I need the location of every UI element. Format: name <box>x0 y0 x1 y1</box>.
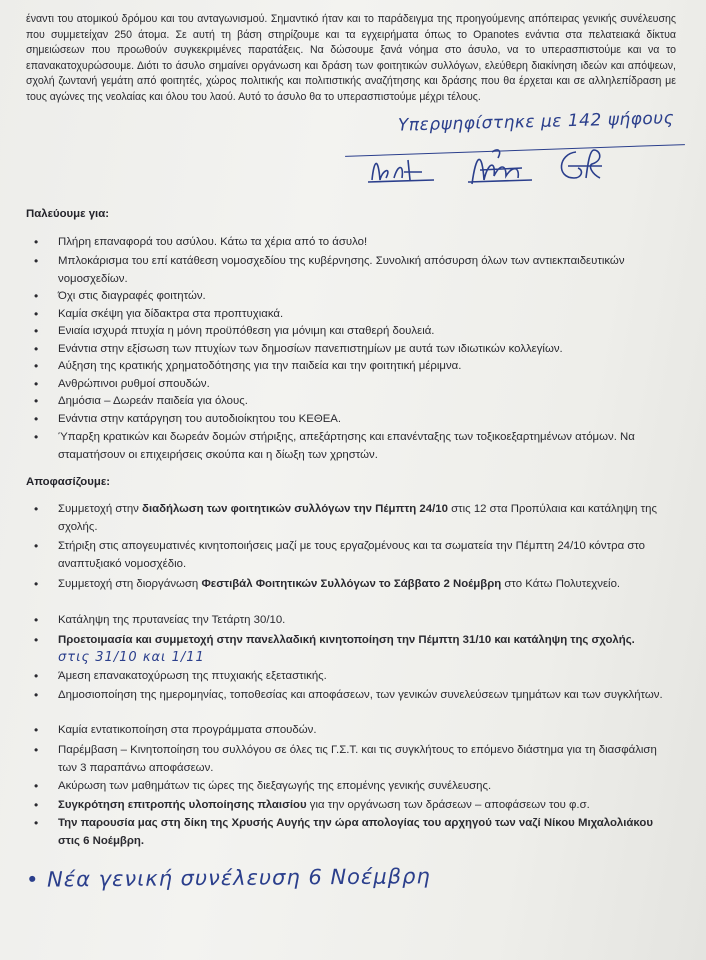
item-text: στο Κάτω Πολυτεχνείο. <box>501 578 621 590</box>
list-item <box>58 796 668 814</box>
list-item <box>58 500 668 536</box>
list-item: • Ενάντια στην εξίσωση των πτυχίων των δημοσίων πανεπιστημίων με αυτά των ιδιωτικών κολλεγίων. <box>58 340 668 358</box>
handwritten-vote-note: Υπερψηφίστηκε με 142 ψήφους <box>397 108 675 136</box>
list-item: • Καμία εντατικοποίηση στα προγράμματα σπουδών. <box>58 721 668 739</box>
signature-3 <box>548 142 628 186</box>
list-item: • Ανθρώπινοι ρυθμοί σπουδών. <box>58 375 668 393</box>
item-text: Συμμετοχή στην <box>58 503 143 515</box>
list-item: • Κατάληψη της πρυτανείας την Τετάρτη 30/10. <box>58 611 668 629</box>
item-bold-text: Συγκρότηση επιτροπής υλοποίησης πλαισίου <box>58 799 307 811</box>
item-bold-text: Την παρουσία μας στη δίκη της Χρυσής Αυγής την ώρα απολογίας του αρχηγού των ναζί Νίκου Μιχαλολιάκου στις 6 Νοέμβρη. <box>58 817 653 847</box>
list-item: • Ύπαρξη κρατικών και δωρεάν δομών στήριξης, απεξάρτησης και επανένταξης των τοξικοεξαρτημένων ατόμων. Να σταματήσουν οι επιχειρήσεις σκούπα και η δίωξη των χρηστών. <box>58 428 668 464</box>
item-text: στις 12 στα Προπύλαια και κατάληψη της σχολής. <box>58 503 658 533</box>
list-item: • Ενάντια στην κατάργηση του αυτοδιοίκητου του ΚΕΘΕΑ. <box>58 410 668 428</box>
item-text: για την οργάνωση των δράσεων – αποφάσεων του φ.σ. <box>306 799 590 811</box>
list-item <box>58 575 668 593</box>
list-item <box>58 814 668 850</box>
item-bold-text: Προετοιμασία και συμμετοχή στην πανελλαδική κινητοποίηση την Πέμπτη 31/10 και κατάληψη της σχολής. <box>58 634 635 646</box>
signature-1 <box>364 150 444 190</box>
list-item: • Άμεση επανακατοχύρωση της πτυχιακής εξεταστικής. <box>58 667 668 685</box>
list-item: • Ακύρωση των μαθημάτων τις ώρες της διεξαγωγής της επομένης γενικής συνέλευσης. <box>58 777 668 795</box>
item-text: Συμμετοχή στη διοργάνωση <box>58 578 202 590</box>
intro-paragraph <box>26 12 676 106</box>
handwritten-inline-note: στις 31/10 και 1/11 <box>58 650 205 665</box>
handwritten-final-note: • Νέα γενική συνέλευση 6 Νοέμβρη <box>25 864 431 892</box>
section-title-fight: Παλεύουμε για: <box>26 208 110 220</box>
list-item: • Στήριξη στις απογευματινές κινητοποιήσεις μαζί με τους εργαζομένους και τα σωματεία την Πέμπτη 24/10 κόντρα στο αναπτυξιακό νομοσχέδιο. <box>58 537 668 573</box>
list-item: • Καμία σκέψη για δίδακτρα στα προπτυχιακά. <box>58 305 668 323</box>
item-bold-text: Φεστιβάλ Φοιτητικών Συλλόγων το Σάββατο 2 Νοέμβρη <box>201 578 502 590</box>
list-item: • Παρέμβαση – Κινητοποίηση του συλλόγου σε όλες τις Γ.Σ.Τ. και τις συγκλήτους το επόμενο διάστημα για τη διασφάλιση των 3 παραπάνω αποφάσεων. <box>58 741 668 777</box>
list-item: • Όχι στις διαγραφές φοιτητών. <box>58 287 668 305</box>
list-item: • Ενιαία ισχυρά πτυχία η μόνη προϋπόθεση για μόνιμη και σταθερή δουλειά. <box>58 322 668 340</box>
item-bold-text: διαδήλωση των φοιτητικών συλλόγων την Πέμπτη 24/10 <box>142 503 448 515</box>
list-item: • Δημοσιοποίηση της ημερομηνίας, τοποθεσίας και αποφάσεων, των γενικών συνελεύσεων τμημάτων και των συγκλήτων. <box>58 686 668 704</box>
list-item: • Πλήρη επαναφορά του ασύλου. Κάτω τα χέρια από το άσυλο! <box>58 233 668 251</box>
list-item <box>58 631 668 667</box>
list-item: • Αύξηση της κρατικής χρηματοδότησης για την παιδεία και την φοιτητική μέριμνα. <box>58 357 668 375</box>
list-item: • Δημόσια – Δωρεάν παιδεία για όλους. <box>58 392 668 410</box>
signature-2 <box>462 146 542 190</box>
intro-text: έναντι του ατομικού δρόμου και του ανταγωνισμού. Σημαντικό ήταν και το παράδειγμα της προηγούμενης απόπειρας γενικής συνέλευσης που συμμετείχαν 250 άτομα. Σε αυτή τη βάση στηρίζουμε και τα εγχειρήματα όπως το Opanotes ενάντια στα πελατειακά δίκτυα σημειώσεων που προωθούν συγκεκριμένες παρατάξεις. Να δώσουμε ξανά νόημα στο άσυλο, να το υπερασπιστούμε και να το επανακατοχυρώσουμε. Διότι το άσυλο σημαίνει οργάνωση και δράση των φοιτητικών συλλόγων, ελεύθερη διακίνηση ιδεών και απόψεων, σχολή ζωντανή γεμάτη από φοιτητές, χώρος πολιτικής και πολιτιστικής αναζήτησης και δράσης που θα έρχεται και σε αλληλεπίδραση με τους αγώνες της νεολαίας και όλου του λαού. Αυτό το άσυλο θα το υπερασπιστούμε μέχρι τέλους. <box>26 13 676 103</box>
list-item: • Μπλοκάρισμα του επί κατάθεση νομοσχεδίου της κυβέρνησης. Συνολική απόσυρση όλων των αντιεκπαιδευτικών νομοσχεδίων. <box>58 252 668 288</box>
section-title-decide: Αποφασίζουμε: <box>26 476 111 488</box>
